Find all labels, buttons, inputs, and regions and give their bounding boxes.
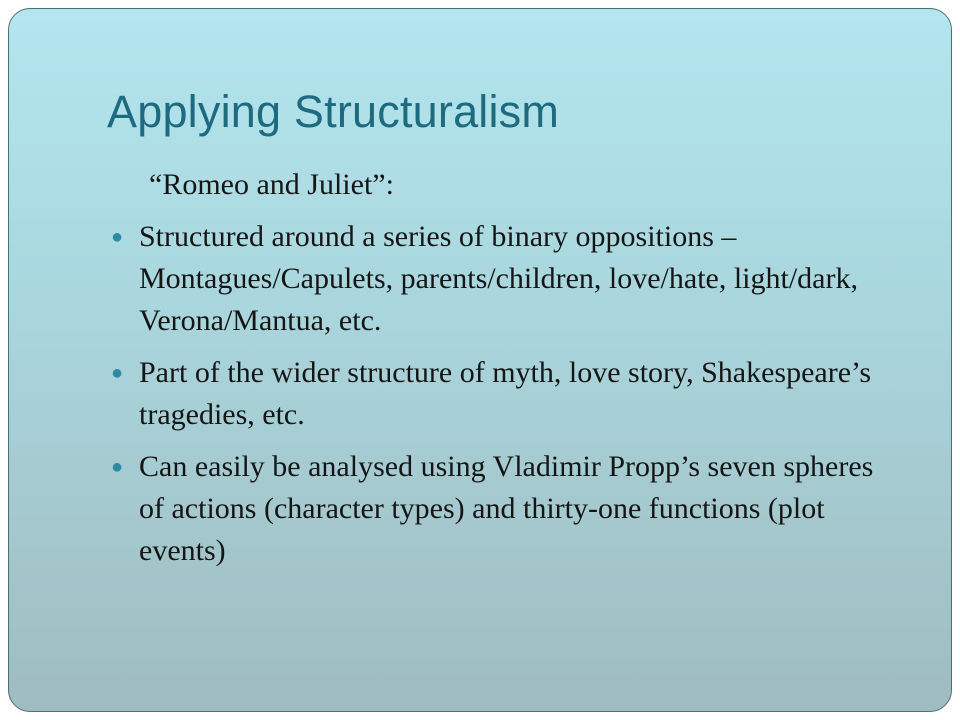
bullet-dot-icon: ● [111,362,124,384]
bullet-text: Can easily be analysed using Vladimir Propp’s seven spheres of actions (character types) and thirty-one functions (plot events) [139,450,874,567]
slide-title: Applying Structuralism [107,86,560,137]
bullet-list [105,216,895,572]
bullet-dot-icon: ● [111,456,124,478]
bullet-item [105,446,895,572]
slide-content [105,164,895,582]
bullet-text: Structured around a series of binary oppositions – Montagues/Capulets, parents/children, love/hate, light/dark, Verona/Mantua, etc. [139,220,858,337]
bullet-text: Part of the wider structure of myth, love story, Shakespeare’s tragedies, etc. [139,356,872,431]
slide [8,8,952,712]
slide-subheading: “Romeo and Juliet”: [149,168,394,201]
bullet-item [105,352,895,436]
bullet-dot-icon: ● [111,226,124,248]
bullet-item [105,216,895,342]
